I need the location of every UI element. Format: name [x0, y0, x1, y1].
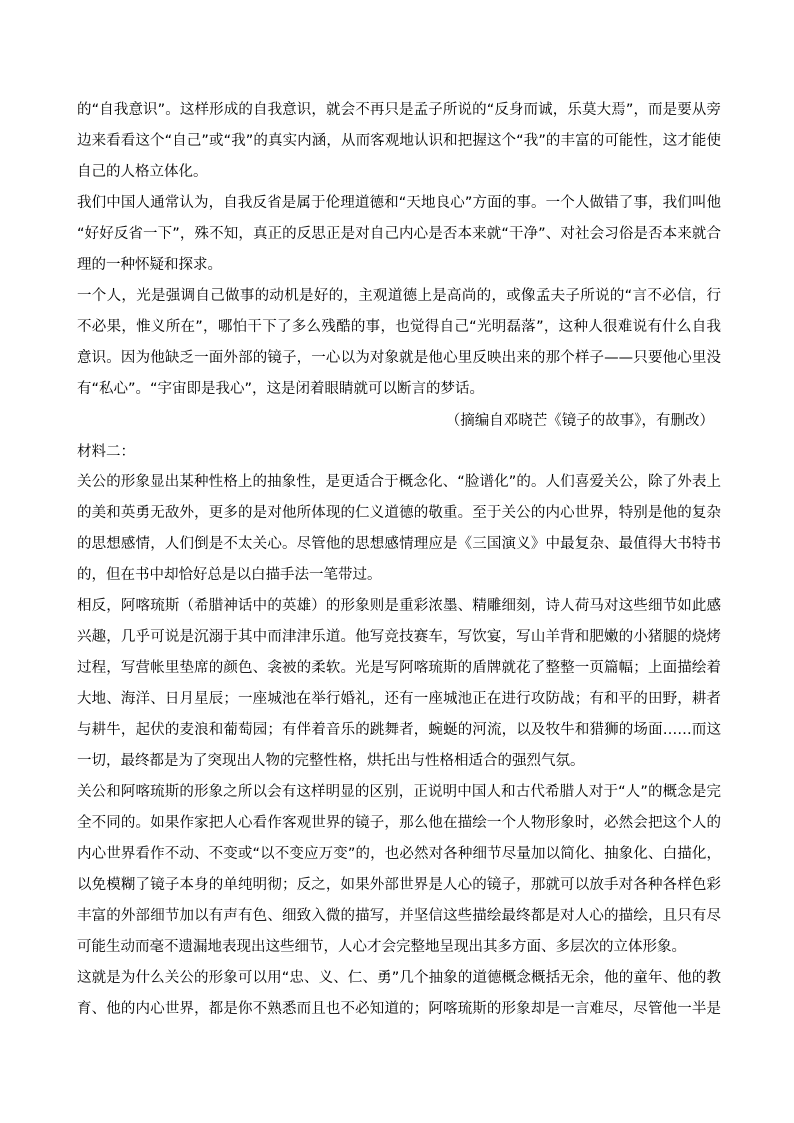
text-line: 相反，阿喀琉斯（希腊神话中的英雄）的形象则是重彩浓墨、精雕细刻，诗人荷马对这些细节如此感	[77, 598, 721, 614]
text-line: 大地、海洋、日月星辰；一座城池在举行婚礼，还有一座城池正在进行攻防战；有和平的田野，耕者	[77, 691, 721, 707]
text-line: 内心世界看作不动、不变或“以不变应万变”的，也必然对各种细节尽量加以简化、抽象化、白描化，	[77, 846, 721, 862]
text-line: 一个人，光是强调自己做事的动机是好的，主观道德上是高尚的，或像孟夫子所说的“言不必信，行	[77, 288, 721, 304]
text-line: 一切，最终都是为了突现出人物的完整性格，烘托出与性格相适合的强烈气氛。	[77, 753, 585, 769]
text-line: 与耕牛，起伏的麦浪和葡萄园；有伴着音乐的跳舞者，蜿蜒的河流，以及牧牛和猎狮的场面……而这	[77, 722, 721, 738]
text-line: 的，但在书中却恰好总是以白描手法一笔带过。	[77, 567, 382, 583]
source-citation: （摘编自邓晓芒《镜子的故事》，有删改）	[445, 413, 714, 429]
text-line: 这就是为什么关公的形象可以用“忠、义、仁、勇”几个抽象的道德概念概括无余，他的童年、他的教	[77, 970, 721, 986]
text-line: 全不同的。如果作家把人心看作客观世界的镜子，那么他在描绘一个人物形象时，必然会把这个人的	[77, 815, 721, 831]
text-line: 的美和英勇无敌外，更多的是对他所体现的仁义道德的敬重。至于关公的内心世界，特别是他的复杂	[77, 505, 721, 521]
text-line: 有“私心”。“宇宙即是我心”，这是闭着眼睛就可以断言的梦话。	[77, 381, 485, 397]
text-line: 丰富的外部细节加以有声有色、细致入微的描写，并坚信这些描绘最终都是对人心的描绘，且只有尽	[77, 908, 721, 924]
text-line: 兴趣，几乎可说是沉溺于其中而津津乐道。他写竞技赛车，写饮宴，写山羊背和肥嫩的小猪腿的烧烤	[77, 629, 721, 645]
text-line: 关公和阿喀琉斯的形象之所以会有这样明显的区别，正说明中国人和古代希腊人对于“人”的概念是完	[77, 784, 721, 800]
text-line: 我们中国人通常认为，自我反省是属于伦理道德和“天地良心”方面的事。一个人做错了事，我们叫他	[77, 195, 721, 211]
text-line: 自己的人格立体化。	[77, 164, 208, 180]
text-line: 可能生动而毫不遗漏地表现出这些细节，人心才会完整地呈现出其多方面、多层次的立体形象。	[77, 939, 686, 955]
text-line: 过程，写营帐里垫席的颜色、衾被的柔软。光是写阿喀琉斯的盾牌就花了整整一页篇幅；上面描绘着	[77, 660, 721, 676]
text-line: 不必果，惟义所在”，哪怕干下了多么残酷的事，也觉得自己“光明磊落”，这种人很难说有什么自我	[77, 319, 721, 335]
text-line: “好好反省一下”，殊不知，真正的反思正是对自己内心是否本来就“干净”、对社会习俗是否本来就合	[77, 226, 721, 242]
text-line: 的思想感情，人们倒是不太关心。尽管他的思想感情理应是《三国演义》中最复杂、最值得大书特书	[77, 536, 721, 552]
text-line: 意识。因为他缺乏一面外部的镜子，一心以为对象就是他心里反映出来的那个样子——只要他心里没	[77, 350, 721, 366]
section-heading: 材料二：	[77, 444, 135, 460]
text-line: 边来看看这个“自己”或“我”的真实内涵，从而客观地认识和把握这个“我”的丰富的可能性，这才能使	[77, 133, 721, 149]
text-line: 理的一种怀疑和探求。	[77, 257, 222, 273]
text-line: 育、他的内心世界，都是你不熟悉而且也不必知道的；阿喀琉斯的形象却是一言难尽，尽管他一半是	[77, 1001, 721, 1017]
text-line: 的“自我意识”。这样形成的自我意识，就会不再只是孟子所说的“反身而诚，乐莫大焉”，而是要从旁	[77, 102, 721, 118]
text-line: 关公的形象显出某种性格上的抽象性，是更适合于概念化、“脸谱化”的。人们喜爱关公，除了外表上	[77, 474, 721, 490]
text-line: 以免模糊了镜子本身的单纯明彻；反之，如果外部世界是人心的镜子，那就可以放手对各种各样色彩	[77, 877, 721, 893]
